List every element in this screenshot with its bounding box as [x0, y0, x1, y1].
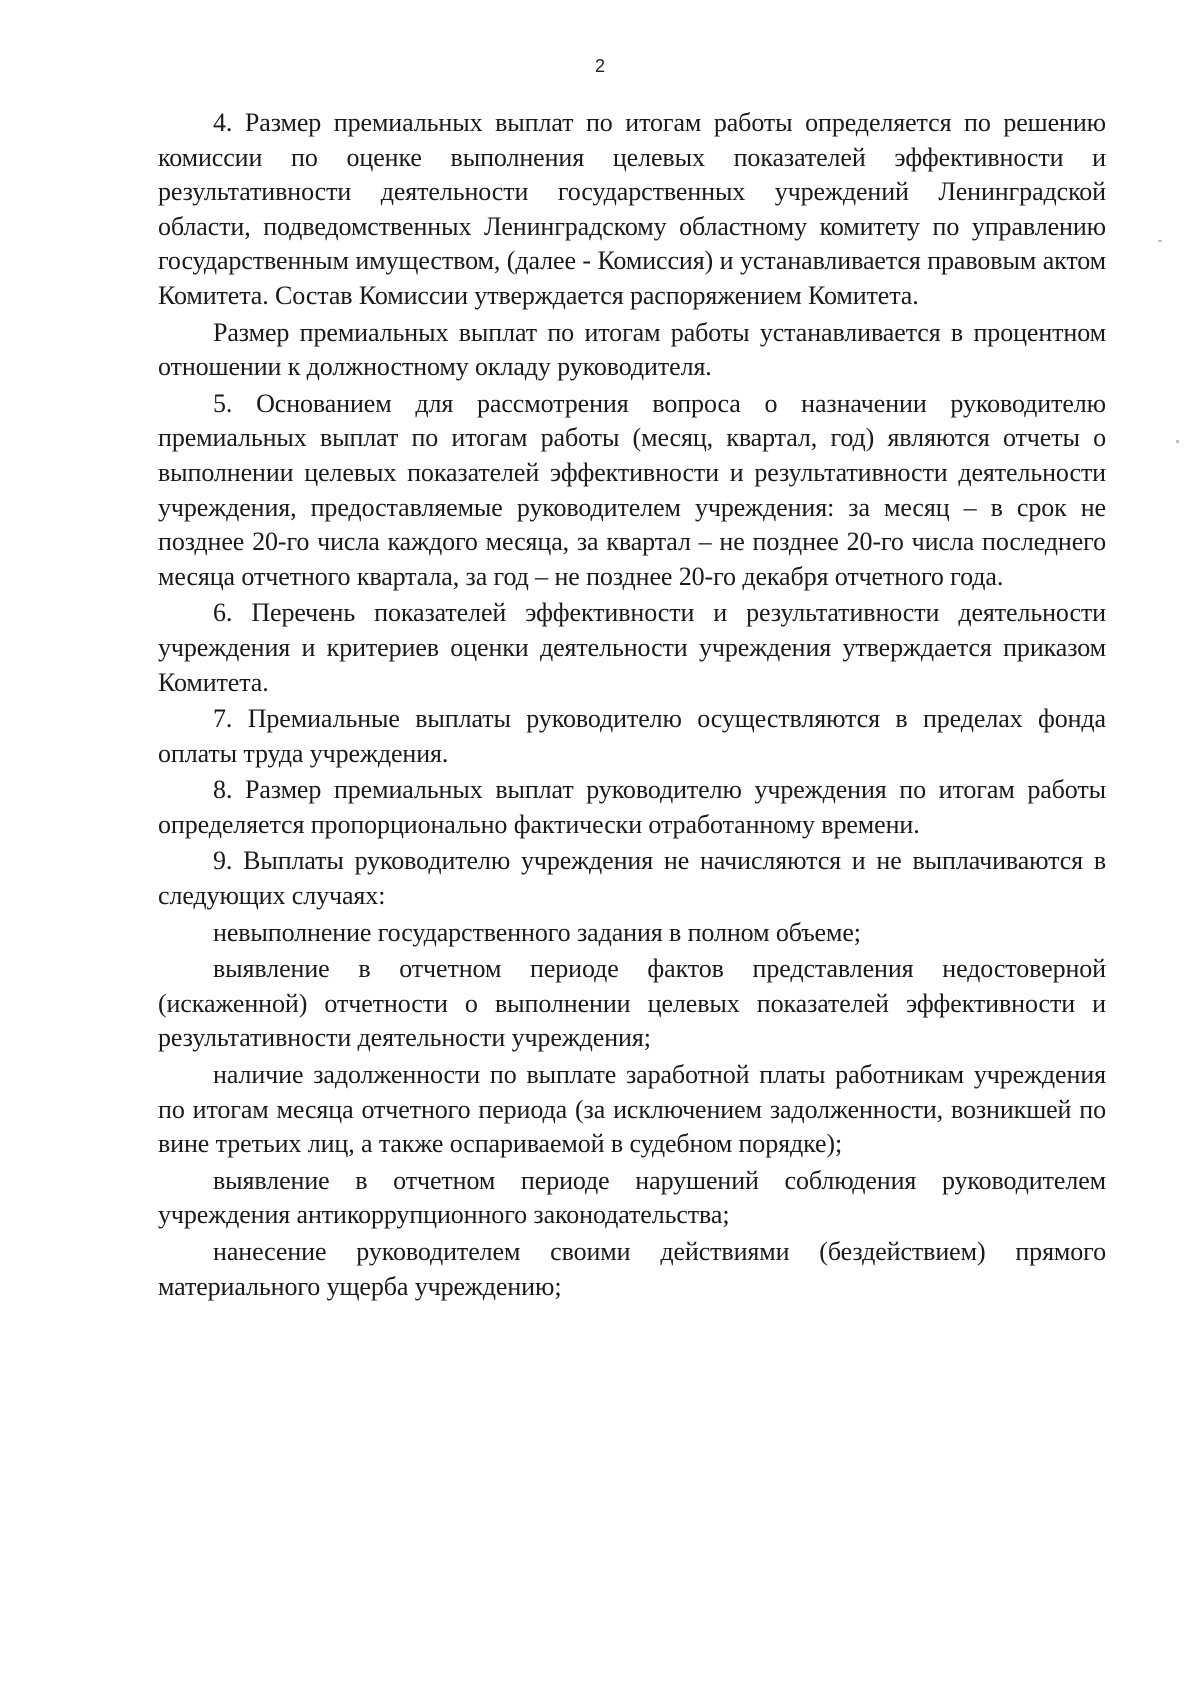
- paragraph-7: 7. Премиальные выплаты руководителю осуществляются в пределах фонда оплаты труда учреждения.: [158, 704, 1106, 768]
- scan-artifact: [1158, 240, 1162, 242]
- paragraph-5: 5. Основанием для рассмотрения вопроса о назначении руководителю премиальных выплат по итогам работы (месяц, квартал, год) являются отчеты о выполнении целевых показателей эффективности и результативности деятельности учреждения, предоставляемые руководителем учреждения: за месяц – в срок не позднее 20-го числа каждого месяца, за квартал – не позднее 20-го числа последнего месяца отчетного квартала, за год – не позднее 20-го декабря отчетного года.: [158, 388, 1106, 591]
- paragraph-9-case-5: нанесение руководителем своими действиями (бездействием) прямого материального ущерба учреждению;: [158, 1237, 1106, 1301]
- paragraph-9-case-2: выявление в отчетном периоде фактов представления недостоверной (искаженной) отчетности о выполнении целевых показателей эффективности и результативности деятельности учреждения;: [158, 954, 1106, 1053]
- scan-artifact: [1176, 440, 1179, 443]
- document-body: [158, 106, 1106, 1306]
- paragraph-8: 8. Размер премиальных выплат руководителю учреждения по итогам работы определяется пропорционально фактически отработанному времени.: [158, 775, 1106, 839]
- paragraph-9: 9. Выплаты руководителю учреждения не начисляются и не выплачиваются в следующих случаях:: [158, 846, 1106, 911]
- paragraph-6: 6. Перечень показателей эффективности и результативности деятельности учреждения и критериев оценки деятельности учреждения утверждается приказом Комитета.: [158, 598, 1106, 697]
- paragraph-9-case-3: наличие задолженности по выплате заработной платы работникам учреждения по итогам месяца отчетного периода (за исключением задолженности, возникшей по вине третьих лиц, а также оспариваемой в судебном порядке);: [158, 1060, 1106, 1159]
- paragraph-4-bonus-percent: Размер премиальных выплат по итогам работы устанавливается в процентном отношении к должностному окладу руководителя.: [158, 317, 1106, 382]
- page-number: 2: [594, 56, 605, 76]
- paragraph-4: 4. Размер премиальных выплат по итогам работы определяется по решению комиссии по оценке выполнения целевых показателей эффективности и результативности деятельности государственных учреждений Ленинградской области, подведомственных Ленинградскому областному комитету по управлению государственным имуществом, (далее - Комиссия) и устанавливается правовым актом Комитета. Состав Комиссии утверждается распоряжением Комитета.: [158, 108, 1106, 310]
- paragraph-9-case-4: выявление в отчетном периоде нарушений соблюдения руководителем учреждения антикоррупционного законодательства;: [158, 1165, 1106, 1230]
- paragraph-9-case-1: невыполнение государственного задания в полном объеме;: [213, 917, 861, 947]
